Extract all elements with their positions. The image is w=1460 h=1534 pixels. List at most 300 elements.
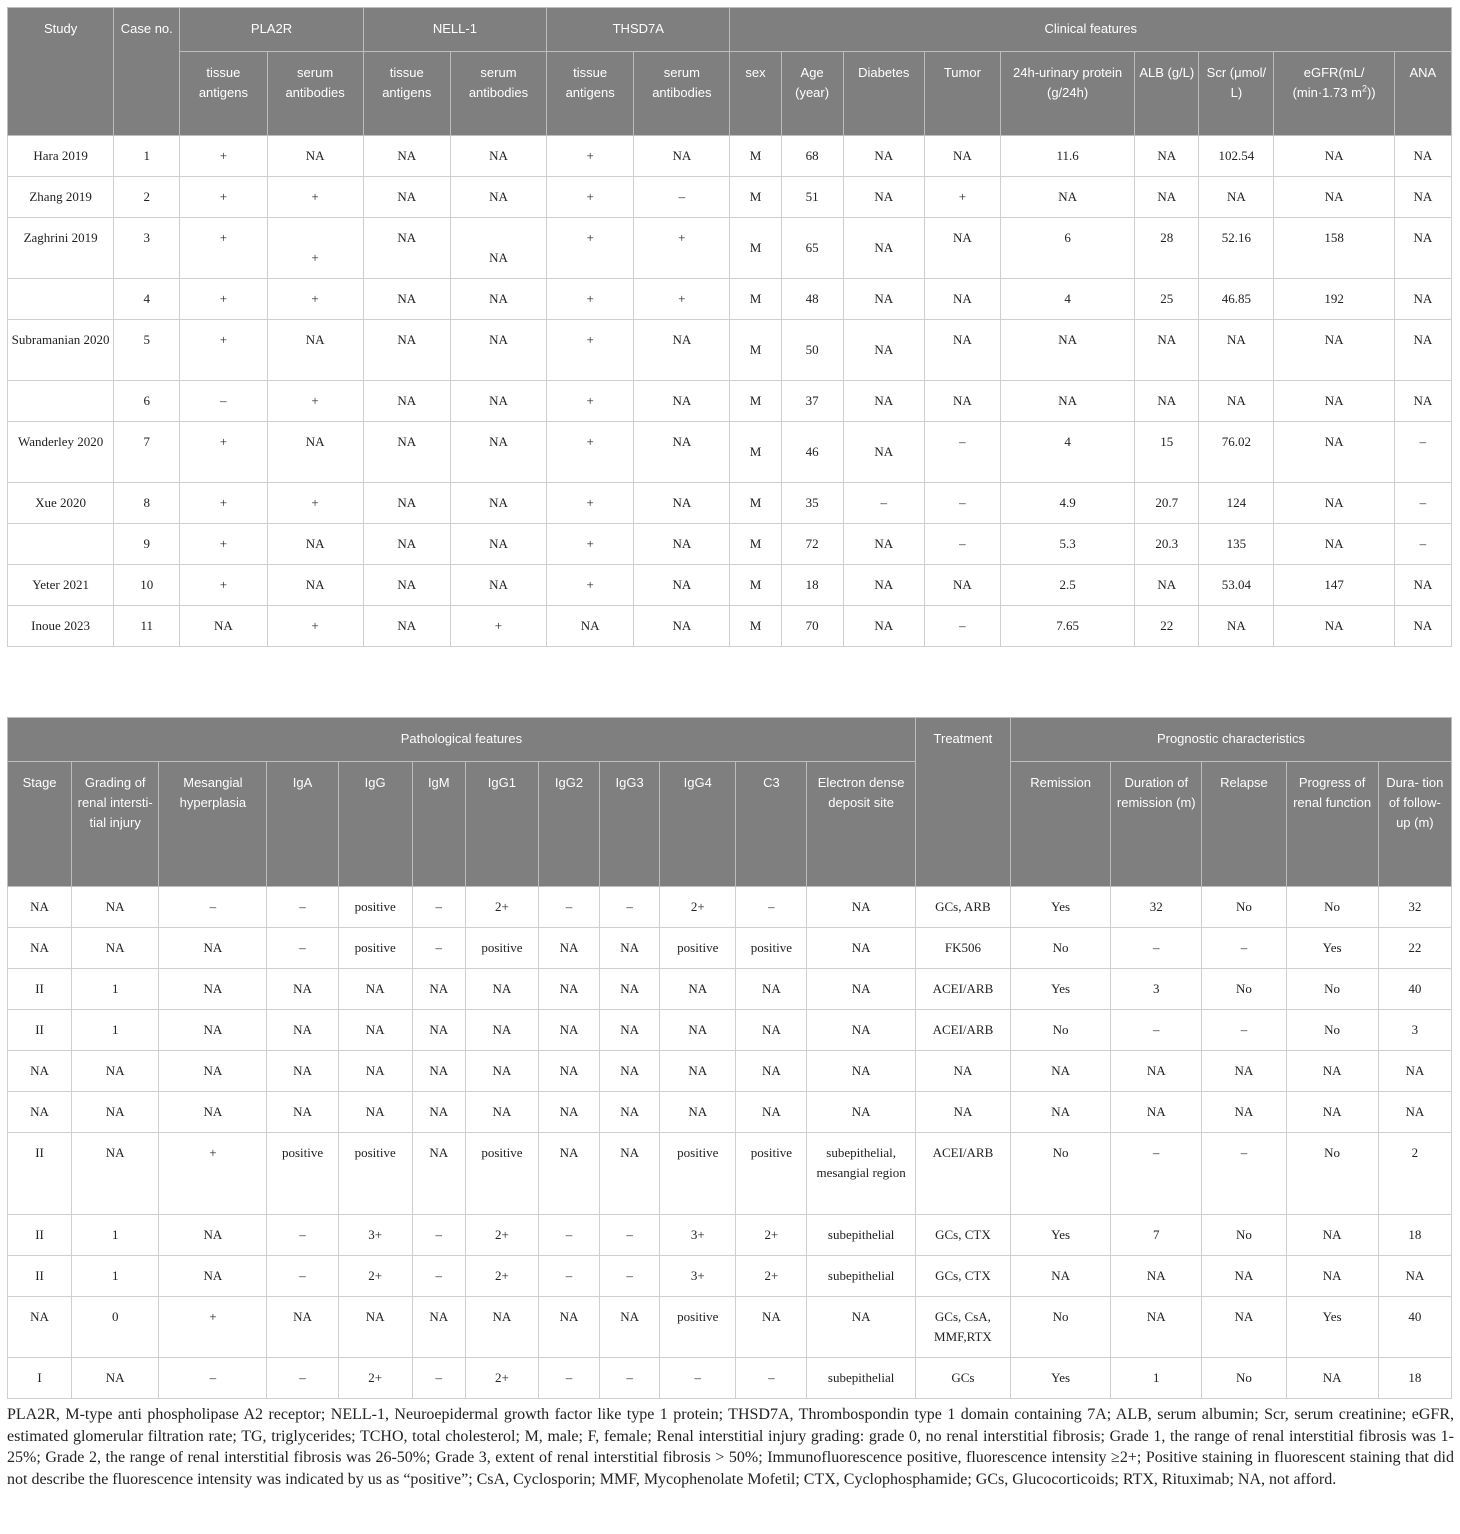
cell-c3: positive: [736, 928, 807, 969]
cell-ana: NA: [1394, 177, 1451, 218]
cell-igg4: NA: [660, 1051, 736, 1092]
cell-scr: 124: [1199, 483, 1274, 524]
cell-study: Subramanian 2020: [8, 320, 114, 381]
cell-treatment: NA: [915, 1092, 1010, 1133]
cell-pla2r-tissue: +: [180, 565, 267, 606]
header-igg4: IgG4: [660, 762, 736, 887]
cell-scr: NA: [1199, 320, 1274, 381]
cell-relapse: –: [1202, 1133, 1286, 1215]
table-row: [8, 177, 1452, 218]
header-sex: sex: [730, 52, 781, 136]
cell-relapse: No: [1202, 1215, 1286, 1256]
table-row: [8, 381, 1452, 422]
cell-stage: II: [8, 969, 72, 1010]
cell-tumor: NA: [924, 218, 1000, 279]
cell-igg2: NA: [538, 1297, 599, 1358]
cell-remission: No: [1011, 1133, 1111, 1215]
header-egfr-close: )): [1366, 85, 1376, 100]
table-row: [8, 218, 1452, 279]
cell-thsd7a-tissue: +: [547, 320, 634, 381]
cell-study: Zhang 2019: [8, 177, 114, 218]
cell-nell1-tissue: NA: [363, 177, 450, 218]
cell-c3: NA: [736, 969, 807, 1010]
cell-iga: –: [267, 1215, 338, 1256]
cell-treatment: ACEI/ARB: [915, 969, 1010, 1010]
cell-progress: No: [1286, 1010, 1378, 1051]
cell-igg: positive: [338, 928, 412, 969]
cell-treatment: NA: [915, 1051, 1010, 1092]
cell-mesangial: NA: [159, 1051, 267, 1092]
cell-urinary-protein: 2.5: [1000, 565, 1134, 606]
cell-deposit-site: NA: [807, 1051, 915, 1092]
cell-scr: 53.04: [1199, 565, 1274, 606]
cell-igg: 2+: [338, 1358, 412, 1399]
cell-age: 35: [781, 483, 843, 524]
cell-igg2: –: [538, 887, 599, 928]
header-stage: Stage: [8, 762, 72, 887]
cell-alb: NA: [1135, 320, 1199, 381]
cell-alb: 25: [1135, 279, 1199, 320]
cell-igg2: NA: [538, 1051, 599, 1092]
cell-pla2r-serum: NA: [267, 320, 363, 381]
cell-stage: I: [8, 1358, 72, 1399]
cell-pla2r-serum: NA: [267, 565, 363, 606]
cell-age: 50: [781, 320, 843, 381]
cell-thsd7a-serum: NA: [634, 606, 730, 647]
cell-study: [8, 279, 114, 320]
cell-grading: 1: [72, 1215, 159, 1256]
cell-pla2r-serum: +: [267, 483, 363, 524]
cell-remission: No: [1011, 1010, 1111, 1051]
cell-age: 72: [781, 524, 843, 565]
cell-igg1: positive: [465, 928, 538, 969]
cell-egfr: NA: [1274, 381, 1394, 422]
cell-tumor: NA: [924, 279, 1000, 320]
cell-igg1: NA: [465, 1092, 538, 1133]
cell-deposit-site: NA: [807, 1092, 915, 1133]
cell-urinary-protein: 4: [1000, 279, 1134, 320]
header-iga: IgA: [267, 762, 338, 887]
cell-iga: NA: [267, 969, 338, 1010]
cell-thsd7a-serum: NA: [634, 422, 730, 483]
cell-case-no: 4: [114, 279, 180, 320]
cell-thsd7a-serum: NA: [634, 483, 730, 524]
cell-egfr: 147: [1274, 565, 1394, 606]
cell-iga: –: [267, 1358, 338, 1399]
cell-sex: M: [730, 524, 781, 565]
cell-c3: –: [736, 1358, 807, 1399]
cell-igg: NA: [338, 1051, 412, 1092]
cell-nell1-serum: NA: [450, 279, 546, 320]
cell-c3: NA: [736, 1051, 807, 1092]
cell-duration-remission: –: [1111, 928, 1202, 969]
cell-alb: NA: [1135, 136, 1199, 177]
table-row: [8, 1297, 1452, 1358]
cell-mesangial: +: [159, 1297, 267, 1358]
header-igg1: IgG1: [465, 762, 538, 887]
cell-deposit-site: NA: [807, 969, 915, 1010]
cell-case-no: 2: [114, 177, 180, 218]
cell-grading: 1: [72, 1010, 159, 1051]
cell-pla2r-serum: +: [267, 218, 363, 279]
cell-igg2: –: [538, 1358, 599, 1399]
cell-thsd7a-tissue: +: [547, 177, 634, 218]
cell-igg2: NA: [538, 1010, 599, 1051]
header-thsd7a: THSD7A: [547, 8, 730, 52]
cell-tumor: –: [924, 422, 1000, 483]
cell-nell1-serum: NA: [450, 565, 546, 606]
header-c3: C3: [736, 762, 807, 887]
cell-ana: NA: [1394, 565, 1451, 606]
cell-nell1-tissue: NA: [363, 524, 450, 565]
cell-stage: NA: [8, 928, 72, 969]
cell-scr: NA: [1199, 177, 1274, 218]
cell-thsd7a-serum: –: [634, 177, 730, 218]
header-alb: ALB (g/L): [1135, 52, 1199, 136]
cell-igg3: NA: [600, 1133, 660, 1215]
cell-urinary-protein: 5.3: [1000, 524, 1134, 565]
header-igg3: IgG3: [600, 762, 660, 887]
cell-pla2r-tissue: +: [180, 524, 267, 565]
cell-deposit-site: subepithelial: [807, 1215, 915, 1256]
cell-thsd7a-tissue: +: [547, 422, 634, 483]
cell-treatment: GCs, ARB: [915, 887, 1010, 928]
cell-treatment: FK506: [915, 928, 1010, 969]
header-remission: Remission: [1011, 762, 1111, 887]
cell-nell1-tissue: NA: [363, 218, 450, 279]
table-row: [8, 928, 1452, 969]
cell-deposit-site: subepithelial: [807, 1256, 915, 1297]
cell-progress: No: [1286, 969, 1378, 1010]
cell-progress: NA: [1286, 1256, 1378, 1297]
cell-remission: Yes: [1011, 1358, 1111, 1399]
cell-igg3: –: [600, 1358, 660, 1399]
cell-pla2r-serum: +: [267, 177, 363, 218]
cell-study: Hara 2019: [8, 136, 114, 177]
cell-relapse: No: [1202, 1358, 1286, 1399]
header-igg: IgG: [338, 762, 412, 887]
cell-nell1-tissue: NA: [363, 422, 450, 483]
cell-ana: –: [1394, 524, 1451, 565]
cell-c3: 2+: [736, 1215, 807, 1256]
header-pla2r-serum: serum antibodies: [267, 52, 363, 136]
cell-remission: No: [1011, 1297, 1111, 1358]
header-clinical-features: Clinical features: [730, 8, 1452, 52]
cell-igg: NA: [338, 1092, 412, 1133]
cell-igg1: 2+: [465, 887, 538, 928]
header-tumor: Tumor: [924, 52, 1000, 136]
cell-ana: NA: [1394, 218, 1451, 279]
table-row: [8, 606, 1452, 647]
cell-case-no: 3: [114, 218, 180, 279]
cell-diabetes: NA: [843, 218, 924, 279]
cell-iga: –: [267, 928, 338, 969]
cell-treatment: ACEI/ARB: [915, 1133, 1010, 1215]
cell-sex: M: [730, 279, 781, 320]
cell-mesangial: NA: [159, 1092, 267, 1133]
cell-relapse: NA: [1202, 1092, 1286, 1133]
cell-igg4: –: [660, 1358, 736, 1399]
cell-igg2: –: [538, 1215, 599, 1256]
header-nell1-tissue: tissue antigens: [363, 52, 450, 136]
cell-nell1-tissue: NA: [363, 381, 450, 422]
cell-mesangial: +: [159, 1133, 267, 1215]
cell-case-no: 10: [114, 565, 180, 606]
header-grading: Grading of renal intersti- tial injury: [72, 762, 159, 887]
cell-thsd7a-serum: +: [634, 279, 730, 320]
cell-stage: NA: [8, 1297, 72, 1358]
cell-followup: 18: [1378, 1358, 1451, 1399]
cell-pla2r-tissue: +: [180, 320, 267, 381]
table-row: [8, 483, 1452, 524]
table-row: [8, 1358, 1452, 1399]
cell-egfr: NA: [1274, 177, 1394, 218]
header-study: Study: [8, 8, 114, 136]
cell-diabetes: NA: [843, 524, 924, 565]
cell-c3: NA: [736, 1297, 807, 1358]
cell-relapse: NA: [1202, 1051, 1286, 1092]
cell-alb: 20.7: [1135, 483, 1199, 524]
cell-remission: Yes: [1011, 887, 1111, 928]
header-scr: Scr (μmol/ L): [1199, 52, 1274, 136]
cell-alb: NA: [1135, 381, 1199, 422]
cell-pla2r-serum: +: [267, 279, 363, 320]
cell-followup: 40: [1378, 969, 1451, 1010]
cell-pla2r-serum: NA: [267, 524, 363, 565]
cell-sex: M: [730, 606, 781, 647]
cell-nell1-serum: NA: [450, 381, 546, 422]
cell-mesangial: NA: [159, 1010, 267, 1051]
cell-mesangial: NA: [159, 1256, 267, 1297]
cell-tumor: –: [924, 606, 1000, 647]
cell-relapse: NA: [1202, 1297, 1286, 1358]
cell-igm: NA: [412, 1133, 465, 1215]
cell-followup: 40: [1378, 1297, 1451, 1358]
cell-study: [8, 381, 114, 422]
cell-igg: positive: [338, 1133, 412, 1215]
table-row: [8, 136, 1452, 177]
cell-followup: NA: [1378, 1256, 1451, 1297]
cell-diabetes: NA: [843, 565, 924, 606]
table-row: [8, 1133, 1452, 1215]
cell-igg3: NA: [600, 1092, 660, 1133]
cell-remission: No: [1011, 928, 1111, 969]
cell-duration-remission: –: [1111, 1010, 1202, 1051]
cell-igg1: 2+: [465, 1256, 538, 1297]
cell-pla2r-serum: NA: [267, 422, 363, 483]
cell-igm: –: [412, 1215, 465, 1256]
header-diabetes: Diabetes: [843, 52, 924, 136]
header-prognostic: Prognostic characteristics: [1011, 718, 1452, 762]
table-footnote: PLA2R, M-type anti phospholipase A2 receptor; NELL-1, Neuroepidermal growth factor like type 1 protein; THSD7A, Thrombospondin type 1 domain containing 7A; ALB, serum albumin; Scr, serum creatinine; eGFR, estimated glomerular filtration rate; TG, triglycerides; TCHO, total cholesterol; M, male; F, female; Renal interstitial injury grading: grade 0, no renal interstitial fibrosis; Grade 1, the range of renal interstitial fibrosis was 1-25%; Grade 2, the range of renal interstitial fibrosis was 26-50%; Grade 3, extent of renal interstitial fibrosis > 50%; Immunofluorescence positive, fluorescence intensity ≥2+; Positive staining in fluorescent staining that did not describe the fluorescence intensity was indicated by us as “positive”; CsA, Cyclosporin; MMF, Mycophenolate Mofetil; CTX, Cyclophosphamide; GCs, Glucocorticoids; RTX, Rituximab; NA, not afford.: [7, 1406, 1454, 1488]
cell-grading: NA: [72, 1133, 159, 1215]
cell-grading: NA: [72, 928, 159, 969]
cell-ana: NA: [1394, 381, 1451, 422]
cell-remission: NA: [1011, 1092, 1111, 1133]
cell-egfr: NA: [1274, 483, 1394, 524]
cell-treatment: GCs: [915, 1358, 1010, 1399]
cell-thsd7a-tissue: +: [547, 136, 634, 177]
cell-alb: 28: [1135, 218, 1199, 279]
cell-mesangial: NA: [159, 928, 267, 969]
cell-relapse: –: [1202, 928, 1286, 969]
cell-age: 51: [781, 177, 843, 218]
cell-urinary-protein: 4: [1000, 422, 1134, 483]
cell-igg4: 3+: [660, 1256, 736, 1297]
cell-study: Inoue 2023: [8, 606, 114, 647]
cell-deposit-site: subepithelial: [807, 1358, 915, 1399]
cell-diabetes: NA: [843, 177, 924, 218]
cell-thsd7a-tissue: NA: [547, 606, 634, 647]
cell-egfr: NA: [1274, 524, 1394, 565]
table-row: [8, 1010, 1452, 1051]
cell-remission: Yes: [1011, 1215, 1111, 1256]
cell-scr: 52.16: [1199, 218, 1274, 279]
cell-mesangial: –: [159, 887, 267, 928]
cell-deposit-site: subepithelial, mesangial region: [807, 1133, 915, 1215]
header-igm: IgM: [412, 762, 465, 887]
cell-iga: positive: [267, 1133, 338, 1215]
cell-duration-remission: –: [1111, 1133, 1202, 1215]
cell-age: 68: [781, 136, 843, 177]
cell-thsd7a-tissue: +: [547, 218, 634, 279]
table-row: [8, 565, 1452, 606]
cell-thsd7a-tissue: +: [547, 565, 634, 606]
cell-igg4: 2+: [660, 887, 736, 928]
cell-tumor: NA: [924, 320, 1000, 381]
cell-igg2: NA: [538, 928, 599, 969]
cell-iga: NA: [267, 1010, 338, 1051]
cell-urinary-protein: 11.6: [1000, 136, 1134, 177]
cell-nell1-tissue: NA: [363, 136, 450, 177]
cell-study: Xue 2020: [8, 483, 114, 524]
cell-igg: 3+: [338, 1215, 412, 1256]
cell-duration-remission: 1: [1111, 1358, 1202, 1399]
cell-igg4: NA: [660, 1010, 736, 1051]
table-row: [8, 320, 1452, 381]
cell-remission: NA: [1011, 1256, 1111, 1297]
header-mesangial: Mesangial hyperplasia: [159, 762, 267, 887]
cell-igg1: NA: [465, 1010, 538, 1051]
cell-pla2r-serum: +: [267, 381, 363, 422]
cell-case-no: 11: [114, 606, 180, 647]
header-thsd7a-tissue: tissue antigens: [547, 52, 634, 136]
cell-igg1: NA: [465, 969, 538, 1010]
cell-igg4: NA: [660, 1092, 736, 1133]
cell-grading: 1: [72, 969, 159, 1010]
cell-progress: NA: [1286, 1358, 1378, 1399]
cell-igg3: NA: [600, 1297, 660, 1358]
cell-progress: NA: [1286, 1215, 1378, 1256]
cell-thsd7a-tissue: +: [547, 279, 634, 320]
cell-igg4: positive: [660, 1297, 736, 1358]
cell-urinary-protein: NA: [1000, 320, 1134, 381]
cell-pla2r-serum: +: [267, 606, 363, 647]
cell-stage: NA: [8, 1092, 72, 1133]
cell-iga: –: [267, 887, 338, 928]
table-row: [8, 1051, 1452, 1092]
cell-treatment: GCs, CsA, MMF,RTX: [915, 1297, 1010, 1358]
header-pathological-features: Pathological features: [8, 718, 916, 762]
cell-relapse: NA: [1202, 1256, 1286, 1297]
cell-nell1-serum: NA: [450, 524, 546, 565]
cell-alb: NA: [1135, 177, 1199, 218]
table-row: [8, 279, 1452, 320]
cell-progress: Yes: [1286, 1297, 1378, 1358]
header-pla2r: PLA2R: [180, 8, 363, 52]
cell-tumor: NA: [924, 136, 1000, 177]
cell-stage: II: [8, 1256, 72, 1297]
cell-pla2r-tissue: +: [180, 136, 267, 177]
cell-followup: NA: [1378, 1092, 1451, 1133]
cell-nell1-tissue: NA: [363, 606, 450, 647]
cell-igg4: 3+: [660, 1215, 736, 1256]
cell-scr: 102.54: [1199, 136, 1274, 177]
cell-ana: NA: [1394, 320, 1451, 381]
cell-igm: –: [412, 887, 465, 928]
cell-igg: NA: [338, 969, 412, 1010]
cell-age: 65: [781, 218, 843, 279]
cell-sex: M: [730, 422, 781, 483]
cell-urinary-protein: 4.9: [1000, 483, 1134, 524]
cell-study: [8, 524, 114, 565]
cell-egfr: 158: [1274, 218, 1394, 279]
pathology-table: [7, 717, 1452, 1399]
cell-relapse: No: [1202, 887, 1286, 928]
cell-nell1-serum: +: [450, 606, 546, 647]
cell-tumor: –: [924, 483, 1000, 524]
clinical-table: [7, 7, 1452, 647]
cell-pla2r-tissue: +: [180, 483, 267, 524]
cell-thsd7a-serum: NA: [634, 381, 730, 422]
cell-nell1-serum: NA: [450, 320, 546, 381]
cell-progress: NA: [1286, 1092, 1378, 1133]
cell-c3: NA: [736, 1010, 807, 1051]
cell-alb: 22: [1135, 606, 1199, 647]
table-row: [8, 1256, 1452, 1297]
table-row: [8, 422, 1452, 483]
header-thsd7a-serum: serum antibodies: [634, 52, 730, 136]
cell-grading: 1: [72, 1256, 159, 1297]
cell-grading: NA: [72, 887, 159, 928]
cell-treatment: ACEI/ARB: [915, 1010, 1010, 1051]
cell-egfr: 192: [1274, 279, 1394, 320]
cell-pla2r-serum: NA: [267, 136, 363, 177]
cell-sex: M: [730, 177, 781, 218]
cell-igg3: –: [600, 887, 660, 928]
cell-tumor: NA: [924, 381, 1000, 422]
cell-scr: 135: [1199, 524, 1274, 565]
cell-igg3: NA: [600, 1051, 660, 1092]
header-egfr-text: eGFR(mL/ (min·1.73 m: [1292, 65, 1365, 100]
cell-thsd7a-tissue: +: [547, 524, 634, 565]
cell-diabetes: NA: [843, 279, 924, 320]
cell-egfr: NA: [1274, 136, 1394, 177]
cell-igm: NA: [412, 1051, 465, 1092]
cell-nell1-serum: NA: [450, 422, 546, 483]
cell-followup: 32: [1378, 887, 1451, 928]
cell-igg2: NA: [538, 1133, 599, 1215]
cell-followup: NA: [1378, 1051, 1451, 1092]
cell-case-no: 9: [114, 524, 180, 565]
cell-ana: NA: [1394, 606, 1451, 647]
cell-relapse: –: [1202, 1010, 1286, 1051]
cell-c3: 2+: [736, 1256, 807, 1297]
header-egfr: [1274, 52, 1394, 136]
header-followup: Dura- tion of follow- up (m): [1378, 762, 1451, 887]
cell-sex: M: [730, 136, 781, 177]
cell-deposit-site: NA: [807, 887, 915, 928]
